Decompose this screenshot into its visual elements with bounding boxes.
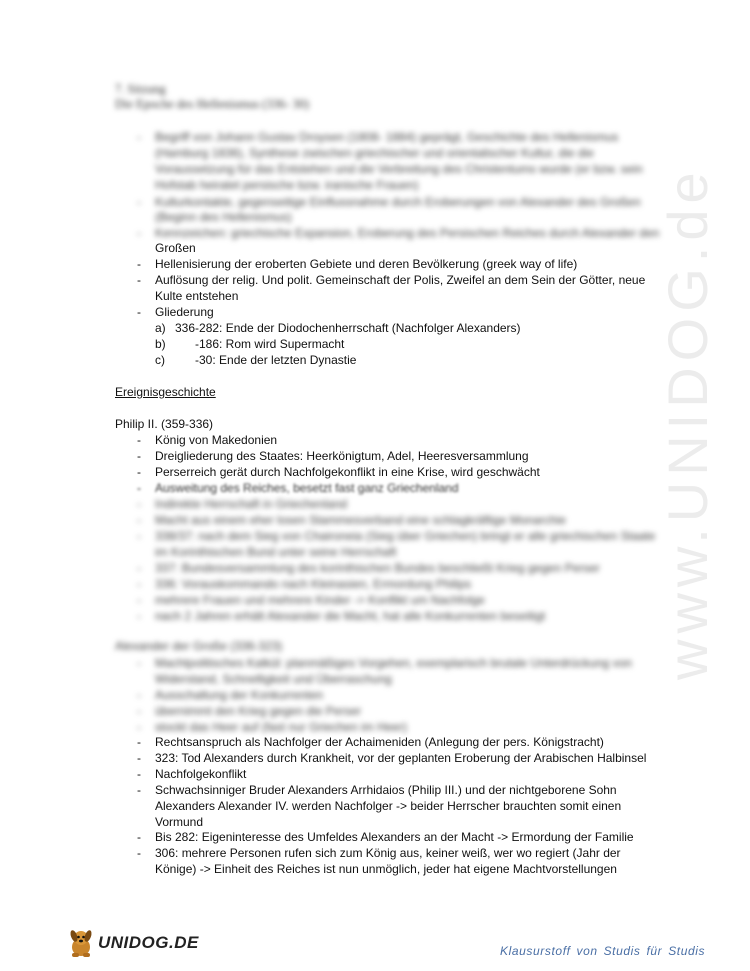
list-item: Hofstab heiratet persische bzw. iranische Frauen) [155, 178, 419, 192]
alexander-heading: Alexander der Große (336-323) [115, 639, 283, 653]
watermark: www.UNIDOG.de [656, 166, 719, 680]
list-item: 337: Bundesversammlung des korinthischen Bundes beschließt Krieg gegen Perser [155, 561, 600, 575]
sublist-item: -186: Rom wird Supermacht [195, 337, 345, 351]
list-item: Bis 282: Eigeninteresse des Umfeldes Alexanders an der Macht -> Ermordung der Familie [155, 830, 634, 844]
sublist-marker: c) [155, 353, 165, 367]
list-item: Kulturkontakte, gegenseitige Einflussnahme durch Eroberungen von Alexander des Großen [155, 195, 641, 209]
footer-tagline: Klausurstoff von Studis für Studis [500, 944, 706, 958]
list-item: Indirekte Herrschaft in Griechenland [155, 497, 348, 511]
list-item: Auflösung der relig. Und polit. Gemeinschaft der Polis, Zweifel an dem Sein der Götter, neue [155, 273, 646, 287]
list-item: Alexanders Alexander IV. werden Nachfolger -> beider Herrscher brauchten somit einen [155, 799, 622, 813]
list-item: nach 2 Jahren erhält Alexander die Macht, hat alle Konkurrenten beseitigt [155, 609, 546, 623]
list-item: 338/37: nach dem Sieg von Chaironeia (Sieg über Griechen) bringt er alle griechischen Staate [155, 529, 656, 543]
list-item: Ausschaltung der Konkurrenten [155, 688, 324, 702]
list-item: Rechtsanspruch als Nachfolger der Achaimeniden (Anlegung der pers. Königstracht) [155, 735, 604, 749]
list-item: 306: mehrere Personen rufen sich zum König aus, keiner weiß, wer wo regiert (Jahr der [155, 846, 621, 860]
philip-heading: Philip II. (359-336) [115, 417, 214, 431]
list-item: Vormund [155, 815, 204, 829]
list-item: Nachfolgekonflikt [155, 767, 247, 781]
list-item: (Beginn des Hellenismus) [155, 210, 292, 224]
list-item: König von Makedonien [155, 433, 278, 447]
page-title: Die Epoche des Hellenismus (336- 30) [115, 97, 310, 111]
list-item: Perserreich gerät durch Nachfolgekonflikt in eine Krise, wird geschwächt [155, 465, 540, 479]
list-item: Widerstand, Schnelligkeit und Überraschung [155, 672, 392, 686]
list-item: Hellenisierung der eroberten Gebiete und deren Bevölkerung (greek way of life) [155, 257, 578, 271]
section-heading: Ereignisgeschichte [115, 385, 216, 399]
list-item: Kulte entstehen [155, 289, 239, 303]
sublist-marker: b) [155, 337, 166, 351]
unidog-logo [66, 926, 199, 960]
list-item: Ausweitung des Reiches, besetzt fast ganz Griechenland [155, 481, 459, 495]
sublist-item: -30: Ende der letzten Dynastie [195, 353, 357, 367]
sublist-item: 336-282: Ende der Diodochenherrschaft (Nachfolger Alexanders) [175, 321, 521, 335]
list-item: Macht aus einem eher losen Stammesverband eine schlagkräftige Monarchie [155, 513, 566, 527]
list-item: Machtpolitisches Kalkül: planmäßiges Vorgehen, exemplarisch brutale Unterdrückung von [155, 656, 632, 670]
list-item: Begriff von Johann Gustav Droysen (1808- 1884) geprägt, Geschichte des Hellenismus [155, 130, 619, 144]
list-item: Großen [155, 241, 196, 255]
list-item: (Hamburg 1836), Synthese zwischen griechischer und orientalischer Kultur, die die [155, 146, 594, 160]
list-item: stockt das Heer auf (fast nur Griechen im Heer) [155, 720, 408, 734]
session-label: 7. Sitzung [115, 82, 166, 96]
logo-text: UNIDOG.DE [98, 933, 199, 952]
list-item: übernimmt den Krieg gegen die Perser [155, 704, 362, 718]
sublist-marker: a) [155, 321, 166, 335]
dog-mascot-icon [66, 927, 96, 959]
list-item: Gliederung [155, 305, 214, 319]
list-item: Voraussetzung für das Entstehen und die Verbreitung des Christentums wurde (er bzw. sein [155, 162, 643, 176]
document-page: www.UNIDOG.de 7. Sitzung Die Epoche des Hellenismus (336- 30) - Begriff von Johann Gustav Droysen (1808- 1884) geprägt, Geschichte des Hellenismus (Hamburg 1836), Synthese zwischen griechischer und orientalischer Kultur, die die Voraussetzung für das Entstehen und die Verbreitung des Christentums wurde (er bzw. sein Hofstab heiratet persische bzw. iranische Frauen) - Kulturkontakte, gegenseitige Einflussnahme durch Eroberungen von Alexander des Großen (Beginn des Hellenismus) - Kennzeichen: griechische Expansion, Eroberung des Persischen Reiches durch Alexander den Großen - Hellenisierung der eroberten Gebiete und deren Bevölkerung (greek way of life) - Auflösung der relig. Und polit. Gemeinschaft der Polis, Zweifel an dem Sein der Götter, neue Kulte entstehen - Gliederung a) 336-282: Ende der Diodochenherrschaft (Nachfolger Alexanders) b) -186: Rom wird Supermacht c) -30: Ende der letzten Dynastie Ereignisgeschichte Philip II. (359-336) - König von Makedonien - Dreigliederung des Staates: Heerkönigtum, Adel, Heeresversammlung - Perserreich gerät durch Nachfolgekonflikt in eine Krise, wird geschwächt - Ausweitung des Reiches, besetzt fast ganz Griechenland - Indirekte Herrschaft in Griechenland - Macht aus einem eher losen Stammesverband eine schlagkräftige Monarchie - 338/37: nach dem Sieg von Chaironeia (Sieg über Griechen) bringt er alle griechischen Staate im Korinthischen Bund unter seine Herrschaft - 337: Bundesversammlung des korinthischen Bundes beschließt Krieg gegen Perser - 336: Vorauskommando nach Kleinasien, Ermordung Philips - mehrere Frauen und mehrere Kinder -> Konflikt um Nachfolge - nach 2 Jahren erhält Alexander die Macht, hat alle Konkurrenten beseitigt Alexander der Große (336-323) - Machtpolitisches Kalkül: planmäßiges Vorgehen, exemplarisch brutale Unterdrückung von Widerstand, Schnelligkeit und Überraschung - Ausschaltung der Konkurrenten - übernimmt den Krieg gegen die Perser - stockt das Heer auf (fast nur Griechen im Heer) - Rechtsanspruch als Nachfolger der Achaimeniden (Anlegung der pers. Königstracht) - 323: Tod Alexanders durch Krankheit, vor der geplanten Eroberung der Arabischen Halbinsel - Nachfolgekonflikt - Schwachsinniger Bruder Alexanders Arrhidaios (Philip III.) und der nichtgeborene Sohn Alexanders Alexander IV. werden Nachfolger -> beider Herrscher brauchten somit einen Vormund - Bis 282: Eigeninteresse des Umfeldes Alexanders an der Macht -> Ermordung der Familie - 306: mehrere Personen rufen sich zum König aus, keiner weiß, wer wo regiert (Jahr der Könige) -> Einheit des Reiches ist nun unmöglich, jeder hat eigene Machtvorstellungen UNIDOG.DE Klausurstoff von Studis für Studis [0, 0, 750, 971]
list-item: 336: Vorauskommando nach Kleinasien, Ermordung Philips [155, 577, 472, 591]
list-item: im Korinthischen Bund unter seine Herrschaft [155, 545, 397, 559]
list-item: Könige) -> Einheit des Reiches ist nun unmöglich, jeder hat eigene Machtvorstellungen [155, 862, 617, 876]
list-item: mehrere Frauen und mehrere Kinder -> Konflikt um Nachfolge [155, 593, 485, 607]
list-item: 323: Tod Alexanders durch Krankheit, vor der geplanten Eroberung der Arabischen Halbinsel [155, 751, 647, 765]
list-item: Schwachsinniger Bruder Alexanders Arrhidaios (Philip III.) und der nichtgeborene Sohn [155, 783, 617, 797]
list-item: Dreigliederung des Staates: Heerkönigtum, Adel, Heeresversammlung [155, 449, 529, 463]
list-item: Kennzeichen: griechische Expansion, Eroberung des Persischen Reiches durch Alexander den [155, 226, 660, 240]
